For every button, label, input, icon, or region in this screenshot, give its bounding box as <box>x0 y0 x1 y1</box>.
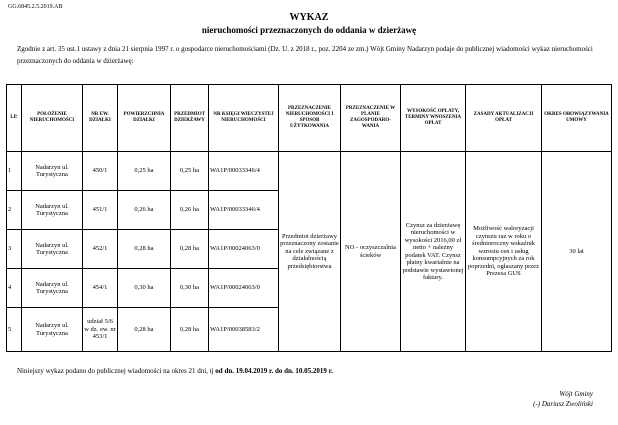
shared-purpose: Przedmiot dzierżawy przeznaczony zostanie na cele związane z działalnością przedsiębiorstwa <box>279 152 341 352</box>
row-location: Nadarzyn ul. Turystyczna <box>22 152 83 191</box>
row-plot-number: 452/1 <box>83 230 118 269</box>
header-land-register: NR KSIĘGI WIECZYSTEJ NIERUCHOMOŚCI <box>209 85 279 152</box>
row-land-register: WA1P/00024063/0 <box>209 230 279 269</box>
header-zoning-plan: PRZEZNACZENIE W PLANIE ZAGOSPODARO-WANIA <box>341 85 401 152</box>
intro-paragraph: Zgodnie z art. 35 ust.1 ustawy z dnia 21 sierpnia 1997 r. o gospodarce nieruchomościami (Dz. U. z 2018 r., poz. 2204 ze zm.) Wójt Gminy Nadarzyn podaje do publicznej wiadomości wykaz nieruchomości przeznaczonych do oddania w dzierżawę: <box>17 45 593 65</box>
publication-note <box>17 367 333 375</box>
shared-lease-term: 30 lat <box>542 152 612 352</box>
row-plot-number: 451/1 <box>83 191 118 230</box>
row-plot-area: 0,30 ha <box>118 269 171 308</box>
header-fee: WYSOKOŚĆ OPŁATY, TERMINY WNOSZENIA OPŁAT <box>401 85 466 152</box>
row-land-register: WA1P/00038583/2 <box>209 308 279 352</box>
document-title: WYKAZ <box>289 12 329 23</box>
row-lp: 3 <box>7 230 22 269</box>
header-plot-number: NR EW. DZIAŁKI <box>83 85 118 152</box>
row-lease-area: 0,26 ha <box>171 191 209 230</box>
row-lp: 1 <box>7 152 22 191</box>
row-lp: 2 <box>7 191 22 230</box>
publication-note-text: Niniejszy wykaz podano do publicznej wiadomości na okres 21 dni, tj <box>17 367 216 375</box>
header-lease-subject: PRZEDMIOT DZIERŻAWY <box>171 85 209 152</box>
header-purpose: PRZEZNACZENIE NIERUCHOMOŚCI I SPOSOB UŻYTKOWANIA <box>279 85 341 152</box>
row-plot-number: 450/1 <box>83 152 118 191</box>
row-location: Nadarzyn ul. Turystyczna <box>22 308 83 352</box>
row-plot-area: 0,28 ha <box>118 308 171 352</box>
row-lp: 5 <box>7 308 22 352</box>
property-table <box>6 84 612 352</box>
table-header-row <box>7 85 612 152</box>
document-reference: GG.6845.2.5.2019.AB <box>8 4 63 10</box>
row-lease-area: 0,28 ha <box>171 230 209 269</box>
document-subtitle: nieruchomości przeznaczonych do oddania w dzierżawę <box>201 25 417 35</box>
shared-fee: Czynsz za dzierżawę nieruchomości w wysokości 2016,00 zł netto + należny podatek VAT. Czynsz płatny kwartalnie na podstawie wystawionej faktury. <box>401 152 466 352</box>
row-location: Nadarzyn ul. Turystyczna <box>22 269 83 308</box>
signature-role: Wójt Gminy <box>559 390 593 398</box>
row-land-register: WA1P/00033346/4 <box>209 152 279 191</box>
row-plot-number: udział 5/6 w dz. ew. nr 453/1 <box>83 308 118 352</box>
row-plot-area: 0,26 ha <box>118 191 171 230</box>
header-plot-area: POWIERZCHNIA DZIAŁKI <box>118 85 171 152</box>
row-plot-area: 0,25 ha <box>118 152 171 191</box>
row-lease-area: 0,30 ha <box>171 269 209 308</box>
row-lease-area: 0,28 ha <box>171 308 209 352</box>
shared-fee-update: Możliwość waloryzacji czynszu raz w roku o średnioroczny wskaźnik wzrostu cen i usług konsumpcyjnych za rok poprzedni, ogłaszany przez Prezesa GUS <box>466 152 542 352</box>
signature-name: (-) Dariusz Zwoliński <box>533 400 593 408</box>
row-land-register: WA1P/00024063/0 <box>209 269 279 308</box>
row-lp: 4 <box>7 269 22 308</box>
row-plot-area: 0,28 ha <box>118 230 171 269</box>
row-location: Nadarzyn ul. Turystyczna <box>22 230 83 269</box>
header-location: POŁOŻENIE NIERUCHOMOŚCI <box>22 85 83 152</box>
publication-dates: od dn. 19.04.2019 r. do dn. 10.05.2019 r. <box>215 367 333 375</box>
header-lp: LP. <box>7 85 22 152</box>
header-fee-update: ZASADY AKTUALIZACJI OPŁAT <box>466 85 542 152</box>
row-location: Nadarzyn ul. Turystyczna <box>22 191 83 230</box>
row-plot-number: 454/1 <box>83 269 118 308</box>
row-land-register: WA1P/00033346/4 <box>209 191 279 230</box>
header-lease-term: OKRES OBOWIĄZYWANIA UMOWY <box>542 85 612 152</box>
row-lease-area: 0,25 ha <box>171 152 209 191</box>
shared-zoning-plan: NO - oczyszczalnia ścieków <box>341 152 401 352</box>
table-row <box>7 152 612 191</box>
